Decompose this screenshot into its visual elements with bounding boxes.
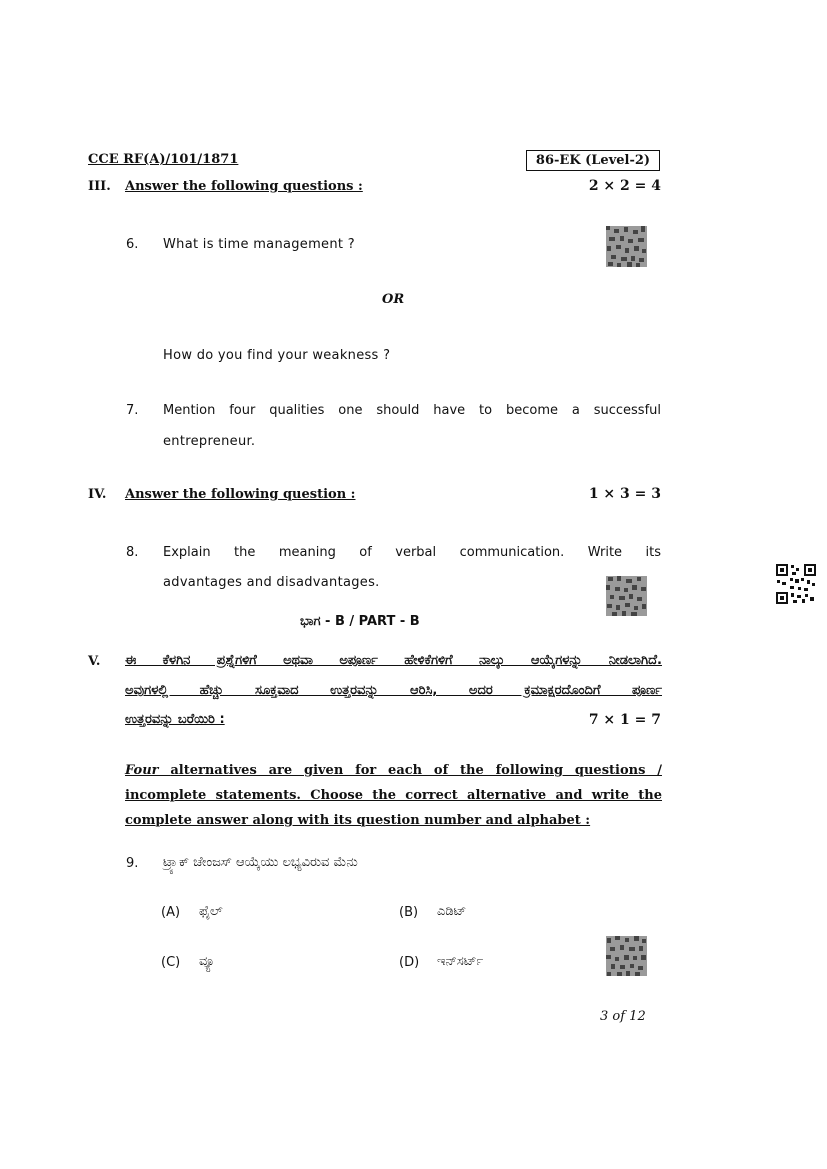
section-5-number: V. — [88, 654, 101, 669]
side-qr-code — [776, 564, 816, 604]
question-9-text: ಟ್ರ್ಯಾಕ್ ಚೇಂಜಸ್ ಆಯ್ಕೆಯು ಲಭ್ಯವಿರುವ ಮೆನು — [163, 855, 358, 870]
question-7-number: 7. — [126, 403, 139, 418]
option-a-label: (A) — [161, 905, 181, 920]
question-6-number: 6. — [126, 237, 139, 252]
question-8-number: 8. — [126, 545, 139, 560]
question-6-alternative: How do you find your weakness ? — [163, 348, 391, 363]
section-3-number: III. — [88, 179, 111, 194]
section-4-title: Answer the following question : — [125, 487, 356, 502]
option-b-text: ಎಡಿಟ್ — [437, 904, 467, 919]
option-b-label: (B) — [399, 905, 419, 920]
option-c-label: (C) — [161, 955, 181, 970]
option-d-label: (D) — [399, 955, 420, 970]
qr-code-3 — [606, 936, 647, 976]
section-5-english-line-1 — [125, 763, 662, 778]
paper-id-box: 86-EK (Level-2) — [526, 150, 660, 171]
section-5-kannada-line-3: ಉತ್ತರವನ್ನು ಬರೆಯಿರಿ : — [125, 712, 225, 727]
section-5-kannada-line-2: ಅವುಗಳಲ್ಲಿ ಹೆಚ್ಚು ಸೂಕ್ತವಾದ ಉತ್ತರವನ್ನು ಆರಿಸಿ, ಅದರ ಕ್ರಮಾಕ್ಷರದೊಂದಿಗೆ ಪೂರ್ಣ — [125, 683, 662, 698]
question-8-line-1: Explain the meaning of verbal communication. Write its — [163, 545, 661, 560]
question-7-line-2: entrepreneur. — [163, 434, 256, 449]
four-emphasis: Four — [125, 763, 159, 778]
section-5-english-line-3: complete answer along with its question number and alphabet : — [125, 813, 591, 828]
section-3-title: Answer the following questions : — [125, 179, 363, 194]
question-7-line-1: Mention four qualities one should have to become a successful — [163, 403, 661, 418]
question-6-text: What is time management ? — [163, 237, 355, 252]
option-c-text: ವ್ಯೂ — [199, 954, 215, 969]
section-3-marks: 2 × 2 = 4 — [588, 178, 661, 194]
section-4-marks: 1 × 3 = 3 — [588, 486, 661, 502]
section-5-marks: 7 × 1 = 7 — [588, 712, 661, 728]
option-d-text: ಇನ್‌ಸರ್ಟ್ — [437, 954, 484, 969]
section-5-english-line-2: incomplete statements. Choose the correct alternative and write the — [125, 788, 662, 803]
qr-code-1 — [606, 226, 647, 267]
qr-code-2 — [606, 576, 647, 616]
section-5-english-line-1-rest: alternatives are given for each of the following questions / — [170, 763, 662, 778]
or-separator: OR — [382, 292, 405, 307]
page-number: 3 of 12 — [600, 1009, 646, 1024]
question-9-number: 9. — [126, 856, 139, 871]
paper-code: CCE RF(A)/101/1871 — [88, 152, 239, 167]
question-8-line-2: advantages and disadvantages. — [163, 575, 380, 590]
section-5-kannada-line-1: ಈ ಕೆಳಗಿನ ಪ್ರಶ್ನೆಗಳಿಗೆ ಅಥವಾ ಅಪೂರ್ಣ ಹೇಳಿಕೆಗಳಿಗೆ ನಾಲ್ಕು ಆಯ್ಕೆಗಳನ್ನು ನೀಡಲಾಗಿದೆ. — [125, 653, 662, 668]
part-b-title: ಭಾಗ - B / PART - B — [300, 614, 420, 629]
section-4-number: IV. — [88, 487, 107, 502]
option-a-text: ಫೈಲ್ — [199, 904, 223, 919]
